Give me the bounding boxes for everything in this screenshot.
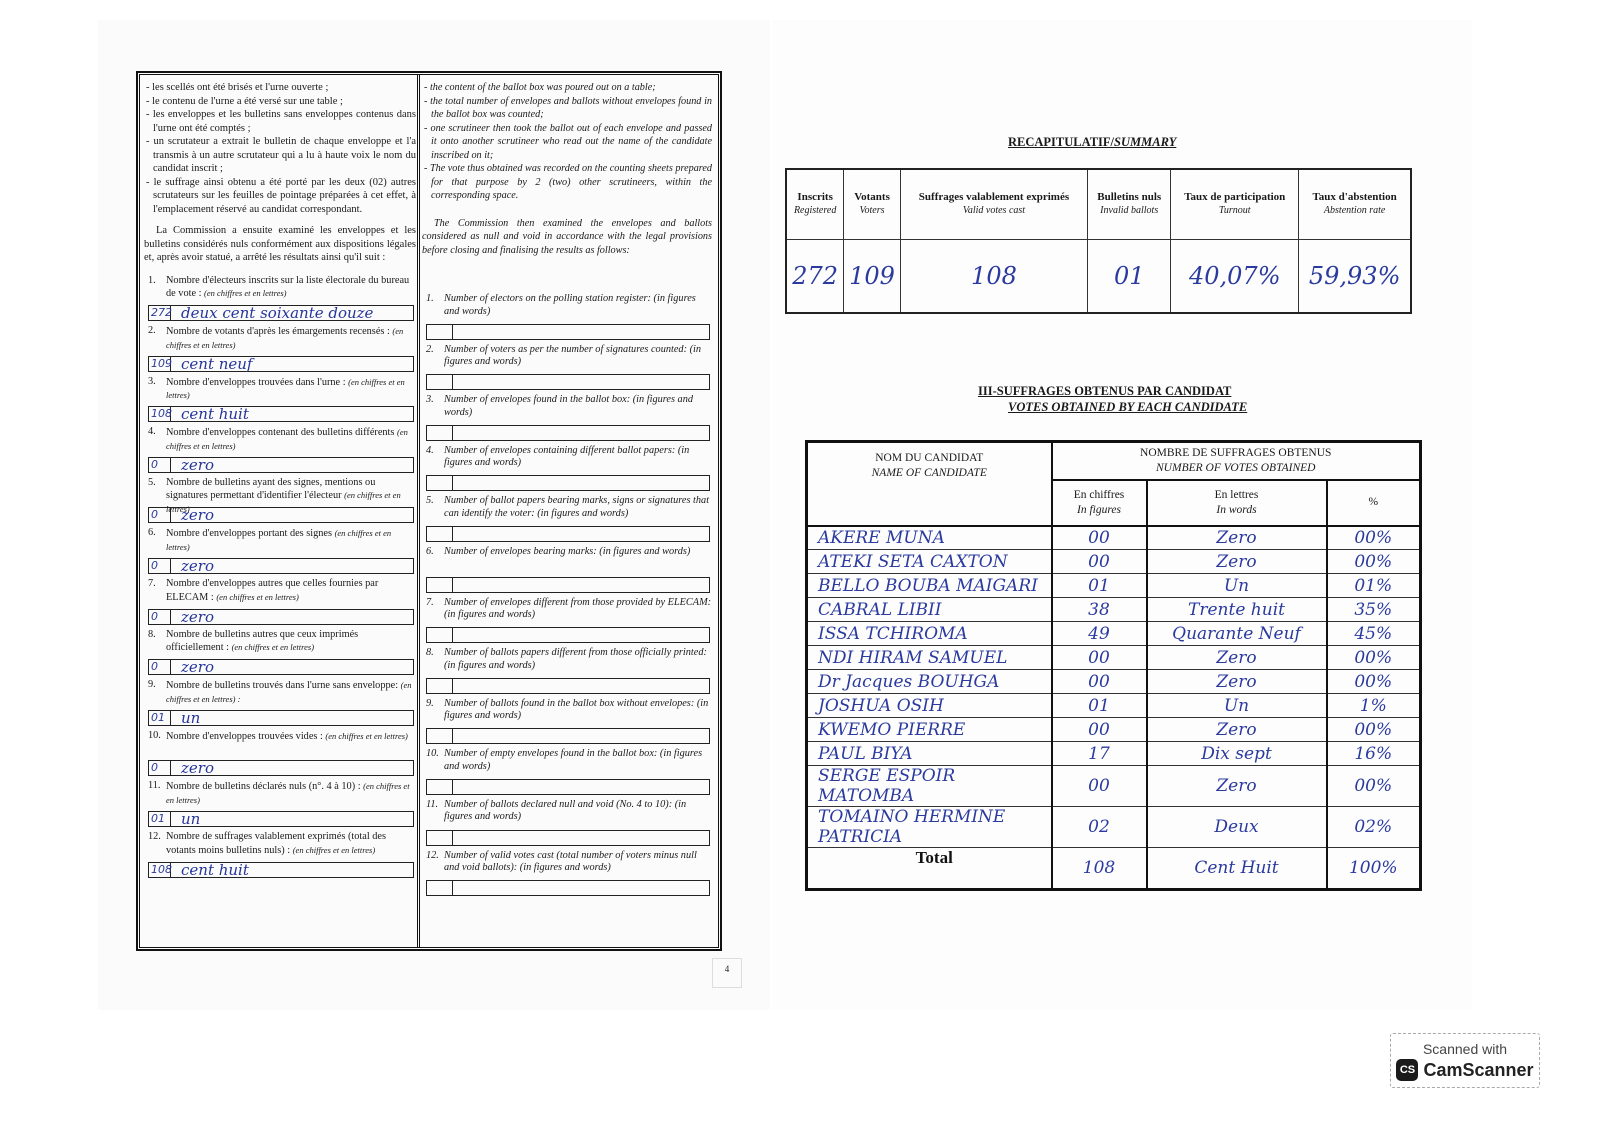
candidate-votes-figures: 02 [1052, 807, 1147, 848]
answer-figures [427, 831, 453, 845]
answer-field[interactable] [148, 609, 414, 625]
answer-field[interactable] [426, 880, 710, 896]
item-text: Nombre de suffrages valablement exprimés (total des votants moins bulletins nuls) : [166, 831, 386, 856]
form-item [422, 799, 712, 850]
candidate-votes-figures: 01 [1052, 574, 1147, 598]
item-text: Number of envelopes found in the ballot box: (in figures and words) [444, 394, 693, 418]
item-text: Number of valid votes cast (total number of voters minus null and void ballots): (in figures and words) [444, 849, 697, 874]
procedure-bullet: - le contenu de l'urne a été versé sur une table ; [146, 95, 343, 107]
answer-field[interactable] [148, 760, 414, 776]
item-hint: (en chiffres et en lettres) [166, 490, 401, 514]
item-question [144, 275, 416, 301]
item-question [144, 780, 416, 807]
candidate-name: SERGE ESPOIR MATOMBA [807, 766, 1052, 807]
french-column [144, 81, 416, 941]
item-hint: (en chiffres et en lettres) [204, 288, 287, 298]
form-item [144, 780, 416, 831]
candidate-row [807, 694, 1421, 718]
item-question [144, 426, 416, 453]
form-item [422, 293, 712, 344]
item-hint: (en chiffres et en lettres) [325, 730, 408, 741]
item-number: 10. [148, 729, 161, 741]
answer-figures [427, 527, 453, 541]
summary-header-en: Voters [859, 205, 885, 217]
item-number: 2. [148, 325, 156, 337]
form-item [144, 376, 416, 427]
candidate-name: ISSA TCHIROMA [807, 622, 1052, 646]
candidates-title-fr: III-SUFFRAGES OBTENUS PAR CANDIDAT [978, 384, 1232, 398]
candidate-percent: 00% [1327, 646, 1421, 670]
answer-field[interactable] [426, 526, 710, 542]
answer-field[interactable] [148, 406, 414, 422]
item-question [422, 850, 712, 875]
summary-header-en: Abstention rate [1323, 205, 1386, 217]
answer-words: zero [181, 658, 214, 677]
summary-value: 108 [900, 239, 1087, 313]
item-hint: (en chiffres et en lettres) [231, 642, 315, 653]
candidates-title [978, 383, 1247, 415]
item-number: 11. [148, 780, 161, 792]
candidate-votes-figures: 00 [1052, 718, 1147, 742]
answer-figures: 0 [149, 559, 171, 573]
summary-header-fr: Taux de participation [1184, 191, 1286, 204]
candidate-votes-words: Trente huit [1147, 598, 1327, 622]
form-item [422, 495, 712, 546]
form-item [422, 748, 712, 799]
page-number: 4 [712, 958, 742, 988]
answer-figures: 01 [149, 812, 171, 826]
procedure-bullet: - the total number of envelopes and ballots without envelopes found in the ballot box was counted; [424, 95, 712, 120]
summary-header-fr: Taux d'abstention [1312, 191, 1397, 204]
procedure-bullet: - The vote thus obtained was recorded on the counting sheets prepared for that purpose by 2 (two) other scrutineers, within the corresponding space. [424, 163, 712, 201]
answer-figures: 0 [149, 508, 171, 522]
header-figures: En chiffres In figures [1052, 480, 1147, 525]
form-item [422, 394, 712, 445]
candidate-votes-words: Deux [1147, 807, 1327, 848]
procedure-bullet: - le suffrage ainsi obtenu a été porté par les deux (02) autres scrutateurs sur les feuilles de pointage préparées à cet effet, à l'emplacement réservé au candidat correspondant. [146, 176, 416, 215]
item-text: Number of ballots papers different from those officially printed: (in figures and words) [444, 647, 707, 671]
header-percent: % [1327, 480, 1421, 525]
answer-field[interactable] [148, 710, 414, 726]
candidate-votes-figures: 00 [1052, 550, 1147, 574]
item-text: Number of ballots found in the ballot box without envelopes: (in figures and words) [444, 697, 709, 722]
answer-field[interactable] [148, 507, 414, 523]
answer-field[interactable] [148, 862, 414, 878]
item-text: Number of envelopes bearing marks: (in figures and words) [444, 545, 691, 557]
watermark-text: Scanned with [1422, 1041, 1508, 1057]
item-question [144, 376, 416, 403]
candidate-name: TOMAINO HERMINE PATRICIA [807, 807, 1052, 848]
candidate-percent: 35% [1327, 598, 1421, 622]
item-hint: (en chiffres et en lettres) [166, 781, 410, 805]
summary-value: 01 [1088, 239, 1171, 313]
item-number: 11. [426, 798, 439, 810]
summary-title [1008, 135, 1176, 150]
answer-field[interactable] [426, 779, 710, 795]
candidate-name: ATEKI SETA CAXTON [807, 550, 1052, 574]
answer-figures [427, 578, 453, 592]
camscanner-logo-icon: CS [1396, 1059, 1418, 1081]
candidate-votes-words: Zero [1147, 646, 1327, 670]
answer-figures: 0 [149, 660, 171, 674]
answer-words: zero [181, 607, 214, 626]
candidate-votes-figures: 00 [1052, 526, 1147, 550]
answer-figures: 108 [151, 407, 172, 421]
fr-paragraph: La Commission a ensuite examiné les enveloppes et les bulletins considérés nuls conformément aux dispositions légales et, après avoir statué, a arrêté les résultats ainsi qu'il suit : [144, 225, 416, 263]
form-item [144, 527, 416, 578]
candidate-row [807, 622, 1421, 646]
form-item [144, 679, 416, 730]
answer-figures [427, 628, 453, 642]
item-number: 2. [426, 343, 434, 355]
item-text: Nombre d'électeurs inscrits sur la liste électorale du bureau de vote : [166, 274, 410, 299]
answer-figures: 0 [149, 761, 171, 775]
summary-header-en: Registered [793, 205, 837, 217]
candidate-row [807, 550, 1421, 574]
candidate-votes-words: Un [1147, 694, 1327, 718]
answer-figures [427, 729, 453, 743]
summary-table [785, 168, 1412, 314]
answer-figures [427, 375, 453, 389]
item-text: Nombre d'enveloppes trouvées dans l'urne : [166, 376, 346, 388]
form-item [144, 578, 416, 629]
item-question [144, 831, 416, 857]
candidate-votes-words: Zero [1147, 670, 1327, 694]
summary-value: 109 [844, 239, 900, 313]
form-item [144, 275, 416, 326]
item-number: 9. [426, 697, 434, 709]
item-text: Nombre d'enveloppes contenant des bulletins différents [166, 427, 395, 439]
item-number: 5. [148, 476, 156, 488]
candidate-votes-words: Zero [1147, 766, 1327, 807]
answer-field[interactable] [148, 305, 414, 321]
candidate-percent: 00% [1327, 670, 1421, 694]
candidate-votes-words: Quarante Neuf [1147, 622, 1327, 646]
candidate-row [807, 574, 1421, 598]
item-hint: (en chiffres et en lettres) [166, 326, 404, 350]
item-number: 8. [148, 628, 156, 640]
item-text: Nombre d'enveloppes trouvées vides : [166, 730, 323, 742]
answer-words: deux cent soixante douze [181, 304, 374, 323]
summary-header [1171, 169, 1299, 239]
en-paragraph: The Commission then examined the envelopes and ballots considered as null and void in accordance with the legal provisions before closing and finalising the results as follows: [422, 217, 712, 256]
candidate-name: BELLO BOUBA MAIGARI [807, 574, 1052, 598]
answer-words: cent huit [181, 405, 249, 424]
item-question [422, 394, 712, 419]
candidate-row [807, 670, 1421, 694]
header-name: NOM DU CANDIDAT NAME OF CANDIDATE [807, 442, 1052, 526]
answer-figures [427, 476, 453, 490]
form-item [422, 698, 712, 749]
form-item [144, 477, 416, 528]
english-column [422, 81, 712, 941]
answer-figures [427, 679, 453, 693]
item-text: Number of envelopes containing different ballot papers: (in figures and words) [444, 444, 690, 469]
total-percent: 100% [1327, 848, 1421, 890]
item-hint: (en chiffres et en lettres) : [166, 680, 412, 704]
item-text: Number of ballot papers bearing marks, signs or signatures that can identify the voter: (in figures and words) [444, 495, 710, 519]
form-item [144, 831, 416, 882]
candidate-row [807, 526, 1421, 550]
candidate-votes-figures: 17 [1052, 742, 1147, 766]
answer-figures: 0 [149, 458, 171, 472]
item-number: 10. [426, 748, 439, 760]
candidate-percent: 00% [1327, 526, 1421, 550]
candidate-name: CABRAL LIBII [807, 598, 1052, 622]
answer-field[interactable] [148, 811, 414, 827]
answer-figures: 01 [149, 711, 171, 725]
item-question [422, 293, 712, 318]
camscanner-watermark [1390, 1033, 1540, 1088]
watermark-brand: CamScanner [1423, 1059, 1534, 1080]
total-row [807, 848, 1421, 890]
candidates-table [805, 440, 1422, 891]
header-words: En lettres In words [1147, 480, 1327, 525]
answer-figures [427, 325, 453, 339]
answer-field[interactable] [426, 728, 710, 744]
item-number: 7. [426, 596, 434, 608]
item-number: 3. [148, 375, 156, 387]
total-words: Cent Huit [1147, 848, 1327, 890]
candidate-row [807, 807, 1421, 848]
summary-header-en: Invalid ballots [1100, 205, 1159, 217]
candidate-percent: 16% [1327, 742, 1421, 766]
item-question [422, 495, 712, 520]
item-text: Nombre de bulletins autres que ceux imprimés officiellement : [166, 628, 359, 654]
candidate-row [807, 718, 1421, 742]
item-number: 12. [426, 849, 439, 861]
item-question [144, 578, 416, 604]
candidate-percent: 00% [1327, 718, 1421, 742]
item-text: Number of electors on the polling station register: (in figures and words) [444, 293, 696, 317]
item-number: 12. [148, 831, 161, 843]
candidate-name: AKERE MUNA [807, 526, 1052, 550]
answer-words: zero [181, 455, 214, 474]
item-text: Nombre d'enveloppes autres que celles fournies par ELECAM : [166, 578, 379, 603]
answer-field[interactable] [426, 678, 710, 694]
item-question [422, 546, 712, 559]
procedure-bullet: - un scrutateur a extrait le bulletin de chaque enveloppe et l'a transmis à un autre scrutateur qui a lu à haute voix le nom du candidat inscrit ; [146, 136, 416, 174]
item-number: 1. [148, 274, 156, 286]
answer-field[interactable] [426, 830, 710, 846]
candidate-votes-words: Zero [1147, 526, 1327, 550]
candidate-row [807, 646, 1421, 670]
candidate-row [807, 766, 1421, 807]
item-number: 1. [426, 293, 434, 304]
candidate-votes-words: Un [1147, 574, 1327, 598]
item-hint: (en chiffres et en lettres) [166, 427, 408, 451]
total-figures: 108 [1052, 848, 1147, 890]
candidate-name: PAUL BIYA [807, 742, 1052, 766]
item-question [422, 647, 712, 672]
item-text: Nombre de bulletins déclarés nuls (n°. 4 à 10) : [166, 781, 361, 793]
item-question [422, 748, 712, 773]
item-number: 4. [426, 444, 434, 456]
candidate-percent: 02% [1327, 807, 1421, 848]
summary-header [900, 169, 1087, 239]
header-votes: NOMBRE DE SUFFRAGES OBTENUS NUMBER OF VOTES OBTAINED [1052, 442, 1421, 481]
candidate-votes-figures: 01 [1052, 694, 1147, 718]
item-question [422, 799, 712, 824]
answer-field[interactable] [426, 577, 710, 593]
summary-title-fr: RECAPITULATIF/ [1008, 135, 1115, 149]
item-number: 6. [426, 545, 434, 557]
candidate-name: Dr Jacques BOUHGA [807, 670, 1052, 694]
answer-words: zero [181, 506, 214, 525]
item-text: Nombre de votants d'après les émargements recensés : [166, 326, 390, 338]
answer-figures [427, 780, 453, 794]
answer-figures: 108 [151, 862, 172, 876]
candidate-percent: 00% [1327, 766, 1421, 807]
form-item [144, 426, 416, 477]
summary-header [1299, 169, 1411, 239]
item-hint: (en chiffres et en lettres) [292, 844, 376, 855]
item-text: Number of envelopes different from those provided by ELECAM: (in figures and words) [444, 596, 712, 621]
summary-header-fr: Bulletins nuls [1097, 191, 1162, 204]
form-item [144, 629, 416, 680]
answer-words: zero [181, 759, 214, 778]
answer-words: zero [181, 557, 214, 576]
total-label: Total [915, 848, 953, 867]
summary-header-en: Valid votes cast [962, 205, 1026, 217]
form-item [422, 597, 712, 648]
candidate-name: NDI HIRAM SAMUEL [807, 646, 1052, 670]
summary-header-en: Turnout [1218, 205, 1251, 217]
item-text: Number of empty envelopes found in the ballot box: (in figures and words) [444, 748, 703, 772]
candidate-percent: 00% [1327, 550, 1421, 574]
form-item [422, 546, 712, 597]
item-number: 4. [148, 426, 156, 438]
item-question [144, 325, 416, 352]
candidate-votes-words: Zero [1147, 550, 1327, 574]
item-text: Nombre de bulletins ayant des signes, mentions ou signatures permettant d'identifier l'électeur [166, 476, 376, 502]
answer-field[interactable] [148, 457, 414, 473]
candidate-percent: 1% [1327, 694, 1421, 718]
answer-words: cent huit [181, 860, 249, 879]
procedure-bullet: - one scrutineer then took the ballot out of each envelope and passed it onto another scrutineer who read out the name of the candidate inscribed on it; [424, 122, 712, 161]
candidate-percent: 01% [1327, 574, 1421, 598]
summary-header [786, 169, 844, 239]
answer-words: un [181, 810, 201, 829]
answer-words: cent neuf [181, 354, 253, 373]
item-hint: (en chiffres et en lettres) [216, 591, 299, 602]
summary-value: 272 [786, 239, 844, 313]
answer-field[interactable] [148, 356, 414, 372]
procedure-bullet: - les enveloppes et les bulletins sans enveloppes contenus dans l'urne ont été comptés ; [146, 109, 416, 134]
candidate-name: JOSHUA OSIH [807, 694, 1052, 718]
candidate-votes-words: Zero [1147, 718, 1327, 742]
column-divider [417, 75, 420, 947]
summary-header-fr: Votants [854, 191, 890, 204]
answer-figures: 109 [151, 356, 172, 370]
item-question [422, 597, 712, 622]
item-hint: (en chiffres et en lettres) [166, 376, 405, 401]
summary-header [1088, 169, 1171, 239]
answer-figures: 272 [151, 306, 172, 320]
item-text: Nombre de bulletins trouvés dans l'urne sans enveloppe: [166, 680, 399, 692]
answer-figures: 0 [149, 610, 171, 624]
item-number: 3. [426, 394, 434, 406]
item-question [422, 445, 712, 470]
candidate-votes-words: Dix sept [1147, 742, 1327, 766]
candidate-row [807, 742, 1421, 766]
item-question [144, 679, 416, 706]
item-hint: (en chiffres et en lettres) [166, 528, 392, 552]
answer-field[interactable] [426, 627, 710, 643]
item-text: Nombre d'enveloppes portant des signes [166, 528, 332, 540]
item-number: 8. [426, 647, 434, 659]
item-number: 9. [148, 679, 156, 691]
item-text: Number of voters as per the number of signatures counted: (in figures and words) [444, 343, 702, 368]
item-question [144, 730, 416, 744]
form-item [422, 445, 712, 496]
answer-words: un [181, 708, 201, 727]
candidate-votes-figures: 49 [1052, 622, 1147, 646]
answer-field[interactable] [426, 324, 710, 340]
candidate-name: KWEMO PIERRE [807, 718, 1052, 742]
item-number: 6. [148, 527, 156, 539]
answer-field[interactable] [148, 558, 414, 574]
answer-field[interactable] [426, 475, 710, 491]
answer-field[interactable] [426, 425, 710, 441]
summary-value: 40,07% [1171, 239, 1299, 313]
candidate-percent: 45% [1327, 622, 1421, 646]
answer-field[interactable] [426, 374, 710, 390]
item-question [144, 629, 416, 655]
candidate-votes-figures: 38 [1052, 598, 1147, 622]
form-item [144, 325, 416, 376]
summary-title-en: SUMMARY [1114, 135, 1177, 149]
answer-figures [427, 881, 453, 895]
answer-field[interactable] [148, 659, 414, 675]
item-question [422, 344, 712, 369]
candidate-row [807, 598, 1421, 622]
item-question [144, 527, 416, 554]
procedure-bullet: - the content of the ballot box was poured out on a table; [424, 82, 656, 93]
answer-figures [427, 426, 453, 440]
form-item [422, 344, 712, 395]
form-item [422, 850, 712, 901]
candidate-votes-figures: 00 [1052, 670, 1147, 694]
item-number: 7. [148, 578, 156, 590]
item-number: 5. [426, 495, 434, 507]
summary-header-fr: Suffrages valablement exprimés [918, 191, 1070, 204]
counting-procedure-form [137, 72, 721, 950]
procedure-bullet: - les scellés ont été brisés et l'urne ouverte ; [146, 82, 329, 93]
item-text: Number of ballots declared null and void (No. 4 to 10): (in figures and words) [444, 798, 687, 823]
candidates-title-en: VOTES OBTAINED BY EACH CANDIDATE [1008, 400, 1248, 414]
item-question [422, 698, 712, 723]
form-item [144, 730, 416, 781]
candidate-votes-figures: 00 [1052, 646, 1147, 670]
summary-value: 59,93% [1299, 239, 1411, 313]
summary-header [844, 169, 900, 239]
summary-header-fr: Inscrits [797, 191, 833, 204]
candidate-votes-figures: 00 [1052, 766, 1147, 807]
form-item [422, 647, 712, 698]
